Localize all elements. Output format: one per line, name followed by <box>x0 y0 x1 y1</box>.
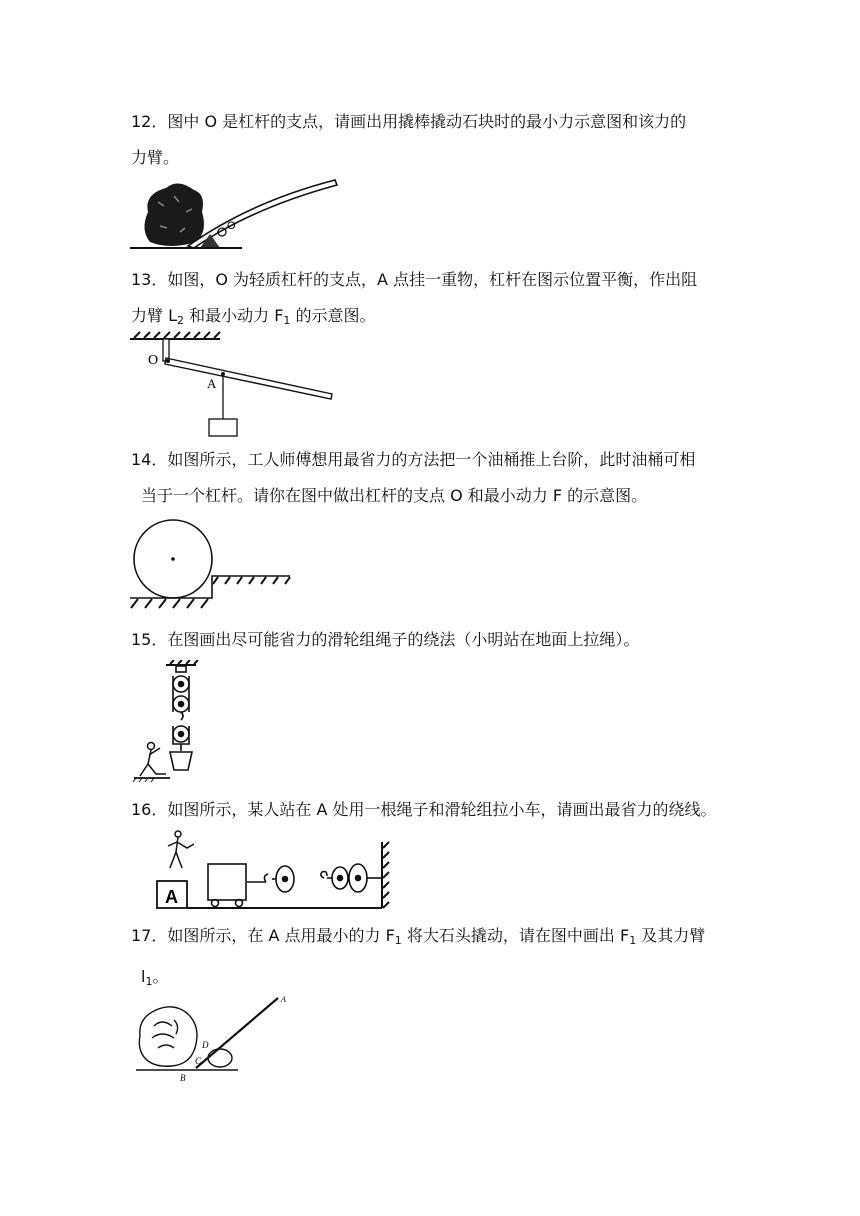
cart <box>208 864 246 907</box>
subscript: 1 <box>394 934 402 947</box>
question-text: 图中 O 是杠杆的支点，请画出用撬棒撬动石块时的最小力示意图和该力的 <box>167 112 687 131</box>
pivot-point <box>166 359 170 363</box>
figure-13-hanging-lever <box>128 330 343 440</box>
person-figure <box>140 743 166 777</box>
question-text: 当于一个杠杆。请你在图中做出杠杆的支点 O 和最小动力 F 的示意图。 <box>141 486 648 505</box>
person-figure <box>168 831 194 868</box>
hanging-weight <box>209 419 237 436</box>
drum-center <box>171 557 175 561</box>
question-text: 。 <box>152 967 169 986</box>
question-text: 和最小动力 F <box>184 306 284 325</box>
big-rock <box>139 1007 197 1066</box>
figure-15-pulley-system <box>130 660 220 785</box>
point-a-label: A <box>281 995 286 1004</box>
subscript: 1 <box>145 975 153 988</box>
question-number: 15． <box>131 630 168 649</box>
subscript: 1 <box>629 934 637 947</box>
question-number: 12． <box>131 112 168 131</box>
step-hatch <box>213 577 290 584</box>
crowbar-rod <box>196 998 278 1068</box>
ceiling-hatch <box>134 332 220 338</box>
question-13 <box>131 262 736 339</box>
question-text: 的示意图。 <box>290 306 376 325</box>
figure-14-oil-drum-step <box>128 518 293 613</box>
point-d-label: D <box>202 1040 209 1050</box>
question-number: 14． <box>131 450 168 469</box>
subscript: 2 <box>177 314 185 327</box>
question-number: 13． <box>131 270 168 289</box>
question-16 <box>131 792 736 828</box>
question-17 <box>131 918 736 1000</box>
question-text: 如图所示，工人师傅想用最省力的方法把一个油桶推上台阶，此时油桶可相 <box>167 450 696 469</box>
question-text: 如图所示，某人站在 A 处用一根绳子和滑轮组拉小车，请画出最省力的绕线。 <box>167 800 717 819</box>
question-12 <box>131 104 736 176</box>
lever-bar <box>165 358 332 399</box>
question-text: 如图所示，在 A 点用最小的力 F <box>167 926 395 945</box>
question-15 <box>131 622 736 658</box>
question-text: 在图画出尽可能省力的滑轮组绳子的绕法（小明站在地面上拉绳）。 <box>167 630 640 649</box>
fixed-pulley-block <box>173 666 189 712</box>
box-a-label: A <box>165 887 178 907</box>
point-a-label: A <box>207 376 217 391</box>
question-text: l <box>141 967 146 986</box>
question-text: 力臂。 <box>131 148 180 167</box>
point-c-label: C <box>195 1056 202 1066</box>
wall-hatch <box>383 842 389 908</box>
bucket <box>170 752 192 770</box>
figure-12-crowbar-rock <box>130 172 345 252</box>
question-text: 及其力臂 <box>636 926 706 945</box>
point-b-label: B <box>180 1073 186 1082</box>
subscript: 1 <box>283 314 291 327</box>
question-text: 如图，O 为轻质杠杆的支点，A 点挂一重物，杠杆在图示位置平衡，作出阻 <box>167 270 698 289</box>
question-number: 17． <box>131 926 168 945</box>
figure-16-cart-pulley <box>154 828 394 913</box>
small-stone <box>208 1049 232 1067</box>
rock <box>144 183 204 246</box>
ground-hatch <box>131 599 208 608</box>
pivot-label: O <box>148 353 159 368</box>
question-number: 16． <box>131 800 168 819</box>
question-14 <box>131 442 736 514</box>
fixed-pulley <box>321 864 382 892</box>
pivot-label: O <box>227 220 236 232</box>
question-text: 将大石头撬动，请在图中画出 F <box>401 926 630 945</box>
movable-pulley <box>247 866 294 892</box>
figure-17-crowbar-big-rock <box>130 990 300 1082</box>
movable-pulley-block <box>173 712 189 751</box>
question-text: 力臂 L <box>131 306 178 325</box>
ceiling-hatch <box>170 660 198 664</box>
